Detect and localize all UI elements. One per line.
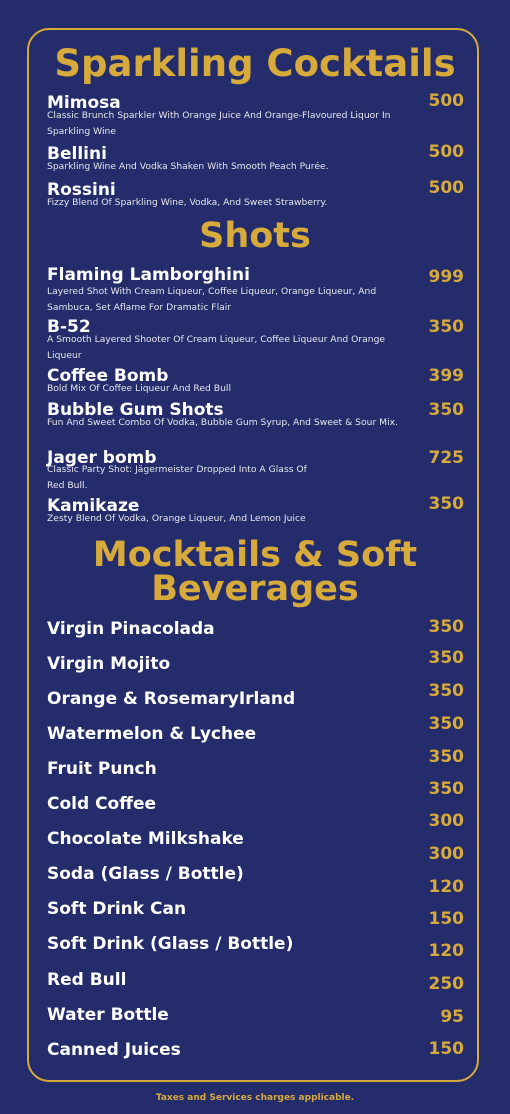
section-title-mocktails-line1: Mocktails & Soft [92, 535, 418, 575]
menu-item-name: Soft Drink (Glass / Bottle) [47, 934, 294, 954]
item-name: Bubble Gum Shots [47, 400, 224, 420]
item-description: Fizzy Blend Of Sparkling Wine, Vodka, And Sweet Strawberry. [47, 197, 328, 208]
menu-item-name: Water Bottle [47, 1005, 169, 1025]
item-description: Bold Mix Of Coffee Liqueur And Red Bull [47, 383, 232, 394]
item-name: Coffee Bomb [47, 366, 169, 386]
menu-item-name: Cold Coffee [47, 794, 157, 814]
menu-item-name: Virgin Mojito [47, 654, 171, 674]
menu-item-price: 95 [440, 1007, 464, 1027]
menu-item-price: 350 [428, 779, 464, 799]
menu-item-name: Soda (Glass / Bottle) [47, 864, 244, 884]
menu-item-price: 300 [428, 811, 464, 831]
item-price: 350 [428, 400, 464, 420]
menu-item-price: 350 [428, 648, 464, 668]
menu-item-name: Canned Juices [47, 1040, 181, 1060]
menu-item-price: 350 [428, 714, 464, 734]
menu-item-price: 250 [428, 974, 464, 994]
item-name: Mimosa [47, 93, 121, 113]
menu-item-name: Red Bull [47, 970, 127, 990]
item-name: B-52 [47, 317, 91, 337]
menu-item-price: 120 [428, 941, 464, 961]
menu-item-name: Watermelon & Lychee [47, 724, 257, 744]
menu-item-name: Virgin Pinacolada [47, 619, 215, 639]
item-description: Fun And Sweet Combo Of Vodka, Bubble Gum Syrup, And Sweet & Sour Mix. [47, 417, 398, 428]
menu-item-name: Fruit Punch [47, 759, 157, 779]
item-price: 500 [428, 91, 464, 111]
menu-item-price: 350 [428, 681, 464, 701]
item-description: Sparkling Wine And Vodka Shaken With Smooth Peach Purée. [47, 161, 329, 172]
item-description: A Smooth Layered Shooter Of Cream Liqueur, Coffee Liqueur And Orange Liqueur [47, 334, 386, 361]
item-price: 399 [428, 366, 464, 386]
item-description: Layered Shot With Cream Liqueur, Coffee Liqueur, Orange Liqueur, And Sambuca, Set Aflame For Dramatic Flair [47, 286, 377, 313]
menu-item-price: 150 [428, 1039, 464, 1059]
section-title-sparkling: Sparkling Cocktails [54, 42, 456, 85]
menu-item-price: 120 [428, 877, 464, 897]
menu-item-price: 150 [428, 909, 464, 929]
item-name: Flaming Lamborghini [47, 265, 250, 285]
menu-item-name: Orange & RosemaryIrland [47, 689, 296, 709]
item-price: 725 [428, 448, 464, 468]
footer-note: Taxes and Services charges applicable. [155, 1093, 355, 1103]
menu-item-price: 350 [428, 617, 464, 637]
item-price: 500 [428, 142, 464, 162]
menu-item-name: Chocolate Milkshake [47, 829, 244, 849]
item-price: 500 [428, 178, 464, 198]
item-price: 999 [428, 267, 464, 287]
menu-item-price: 350 [428, 747, 464, 767]
menu-item-name: Soft Drink Can [47, 899, 187, 919]
item-description: Zesty Blend Of Vodka, Orange Liqueur, And Lemon Juice [47, 513, 306, 524]
item-price: 350 [428, 494, 464, 514]
section-title-mocktails-line2: Beverages [151, 569, 359, 609]
item-name: Kamikaze [47, 496, 140, 516]
item-description: Classic Brunch Sparkler With Orange Juice And Orange-Flavoured Liquor In Sparkling Wine [47, 110, 391, 137]
menu-item-price: 300 [428, 844, 464, 864]
item-price: 350 [428, 317, 464, 337]
item-name: Bellini [47, 144, 107, 164]
item-name: Jager bomb [47, 448, 157, 468]
item-description: Classic Party Shot: Jägermeister Dropped Into A Glass Of Red Bull. [47, 464, 307, 491]
section-title-shots: Shots [199, 216, 311, 256]
item-name: Rossini [47, 180, 116, 200]
